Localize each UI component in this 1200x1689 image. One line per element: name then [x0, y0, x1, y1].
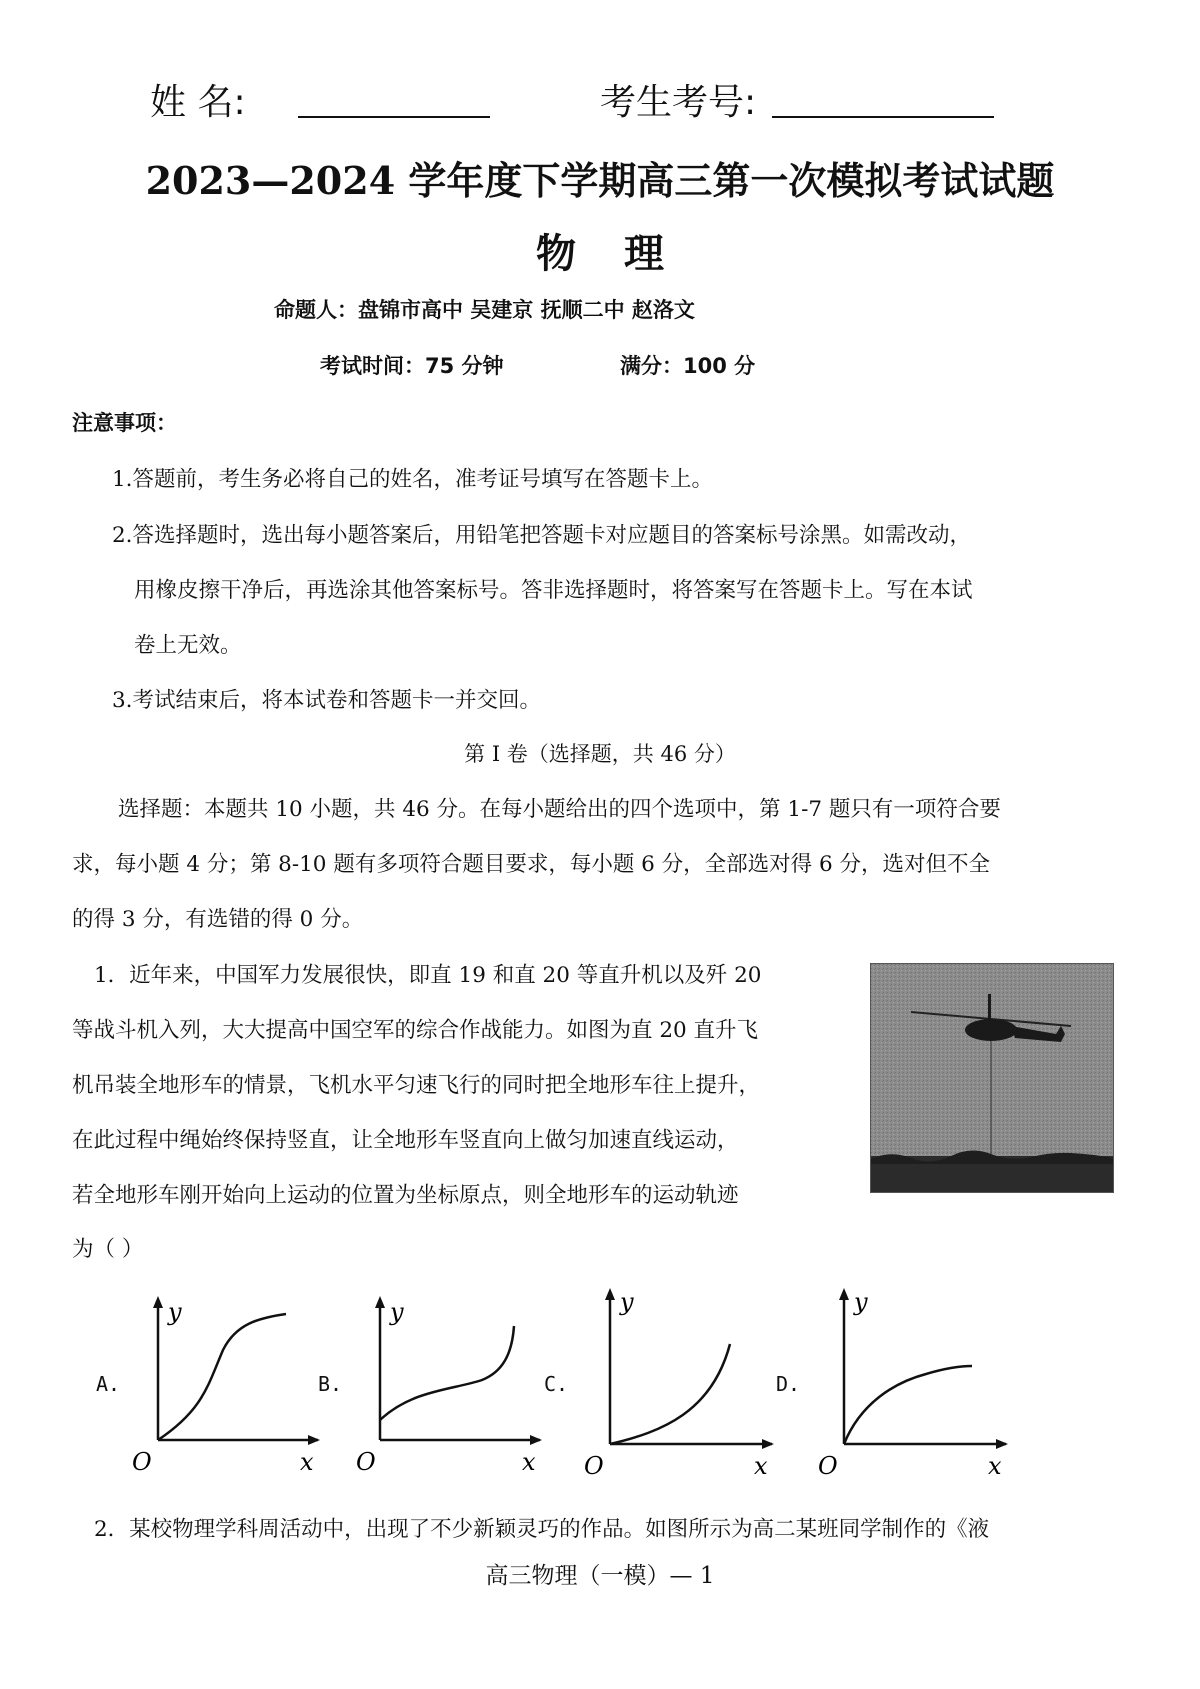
section-title: 第 I 卷（选择题，共 46 分）	[464, 742, 736, 766]
option-c-origin: O	[584, 1452, 604, 1478]
question-1-text: 1．近年来，中国军力发展很快，即直 19 和直 20 等直升机以及歼 20	[94, 963, 762, 988]
option-a-x-label: x	[300, 1448, 314, 1474]
note-item: 1.答题前，考生务必将自己的姓名，准考证号填写在答题卡上。	[112, 467, 714, 492]
option-c-x-label: x	[754, 1452, 768, 1478]
exam-id-label: 考生考号:	[600, 82, 757, 123]
option-b-x-label: x	[522, 1448, 536, 1474]
question-1-text: 机吊装全地形车的情景，飞机水平匀速飞行的同时把全地形车往上提升，	[72, 1073, 761, 1098]
note-item-continued: 用橡皮擦干净后，再选涂其他答案标号。答非选择题时，将答案写在答题卡上。写在本试	[134, 578, 973, 603]
name-label: 姓 名:	[150, 82, 246, 123]
section-instructions: 选择题：本题共 10 小题，共 46 分。在每小题给出的四个选项中，第 1-7 题只有一项符合要	[118, 797, 1001, 822]
section-instructions: 的得 3 分，有选错的得 0 分。	[72, 907, 364, 932]
question-1-text: 在此过程中绳始终保持竖直，让全地形车竖直向上做匀加速直线运动，	[72, 1128, 739, 1153]
option-c-label: C.	[544, 1372, 569, 1396]
option-d-y-label: y	[854, 1288, 868, 1316]
option-c-y-label: y	[620, 1288, 634, 1316]
option-a-origin: O	[132, 1448, 152, 1474]
question-2-text: 2．某校物理学科周活动中，出现了不少新颖灵巧的作品。如图所示为高二某班同学制作的《液	[94, 1517, 990, 1542]
question-1-text: 若全地形车刚开始向上运动的位置为坐标原点，则全地形车的运动轨迹	[72, 1183, 739, 1208]
option-b-origin: O	[356, 1448, 376, 1474]
option-b-graph	[352, 1290, 552, 1474]
notes-title: 注意事项：	[72, 411, 177, 435]
option-b-label: B.	[318, 1372, 343, 1396]
option-a-y-label: y	[168, 1298, 182, 1326]
name-blank	[298, 116, 490, 118]
option-c-graph	[582, 1282, 782, 1478]
option-d-origin: O	[818, 1452, 838, 1478]
question-1-text: 为（ ）	[72, 1237, 144, 1262]
option-a-graph	[128, 1290, 328, 1474]
note-item-continued: 卷上无效。	[134, 633, 242, 658]
option-d-label: D.	[776, 1372, 801, 1396]
page-footer: 高三物理（一模）— 1	[485, 1563, 715, 1589]
option-b-y-label: y	[390, 1298, 404, 1326]
option-a-label: A.	[96, 1372, 121, 1396]
note-item: 3.考试结束后，将本试卷和答题卡一并交回。	[112, 688, 542, 713]
authors-line: 命题人：盘锦市高中 吴建京 抚顺二中 赵洛文	[274, 298, 695, 322]
exam-title: 2023—2024 学年度下学期高三第一次模拟考试试题	[145, 158, 1055, 203]
question-1-text: 等战斗机入列，大大提高中国空军的综合作战能力。如图为直 20 直升飞	[72, 1018, 759, 1043]
exam-id-blank	[772, 116, 994, 118]
section-instructions: 求，每小题 4 分；第 8-10 题有多项符合题目要求，每小题 6 分，全部选对得 6 分，选对但不全	[72, 852, 991, 877]
helicopter-photo	[870, 963, 1114, 1193]
note-item: 2.答选择题时，选出每小题答案后，用铅笔把答题卡对应题目的答案标号涂黑。如需改动，	[112, 523, 972, 548]
exam-time: 考试时间：75 分钟	[320, 354, 504, 378]
option-d-x-label: x	[988, 1452, 1002, 1478]
subject-title: 物理	[536, 231, 712, 277]
option-d-graph	[816, 1282, 1016, 1478]
full-score: 满分：100 分	[620, 354, 756, 378]
